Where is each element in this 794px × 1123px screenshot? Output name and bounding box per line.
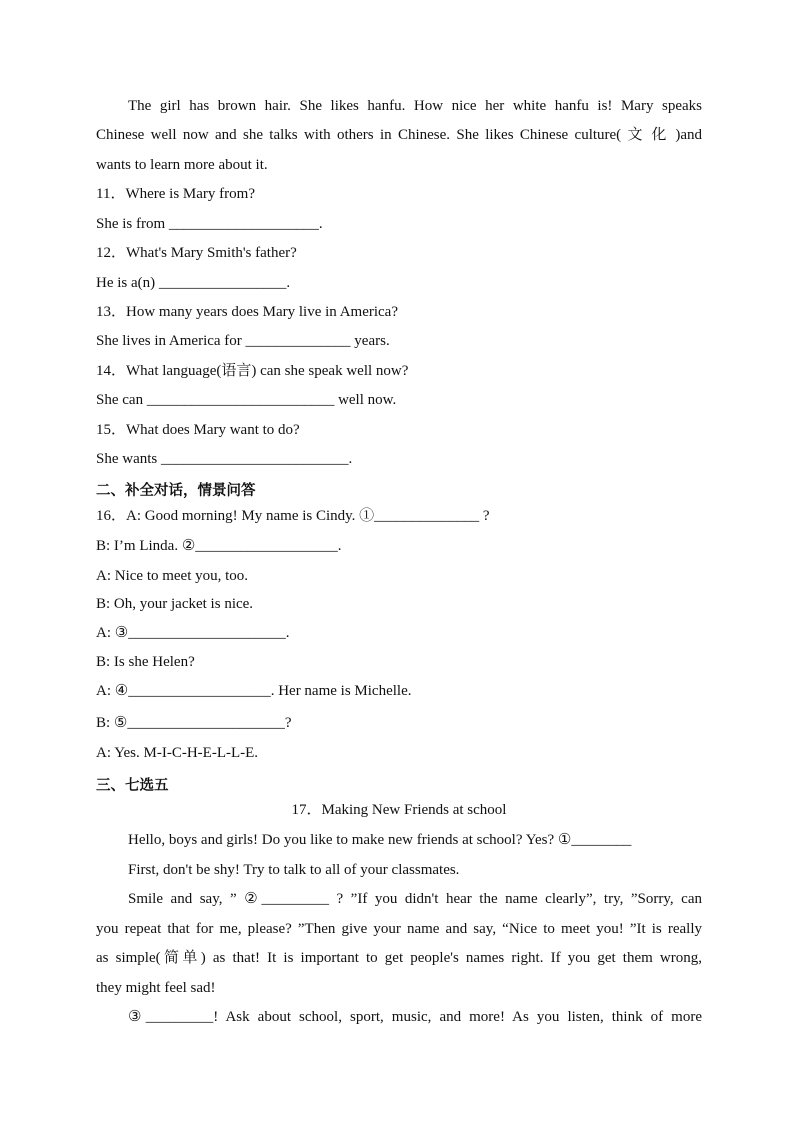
answer-15: She wants _________________________. bbox=[96, 451, 353, 467]
cloze-line-7: ③_________! Ask about school, sport, music, and more! As you listen, think of more bbox=[128, 1009, 702, 1025]
passage-line-2: Chinese well now and she talks with others in Chinese. She likes Chinese culture( 文 化 )and bbox=[96, 127, 702, 143]
question-11: 11．Where is Mary from? bbox=[96, 186, 255, 202]
cloze-line-4: you repeat that for me, please? ”Then give your name and say, “Nice to meet you! ”It is really bbox=[96, 921, 702, 937]
answer-12: He is a(n) _________________. bbox=[96, 275, 291, 291]
passage-line-3: wants to learn more about it. bbox=[96, 157, 268, 173]
cloze-line-2: First, don't be shy! Try to talk to all of your classmates. bbox=[128, 862, 460, 878]
dialogue-line-2: B: I’m Linda. ②___________________. bbox=[96, 538, 342, 554]
passage-title: 17．Making New Friends at school bbox=[291, 802, 507, 818]
cloze-line-3: Smile and say, ” ②_________ ? ”If you didn't hear the name clearly”, try, ”Sorry, can bbox=[128, 891, 702, 907]
cloze-line-5: as simple(简单) as that! It is important to get people's names right. If you get them wrong, bbox=[96, 950, 702, 966]
cloze-line-1: Hello, boys and girls! Do you like to make new friends at school? Yes? ①________ bbox=[128, 832, 632, 848]
dialogue-line-1: 16．A: Good morning! My name is Cindy. ①______________ ? bbox=[96, 508, 490, 524]
question-15: 15．What does Mary want to do? bbox=[96, 422, 300, 438]
answer-13: She lives in America for ______________ years. bbox=[96, 333, 390, 349]
section-2-heading: 二、补全对话，情景问答 bbox=[96, 483, 256, 499]
question-12: 12．What's Mary Smith's father? bbox=[96, 245, 297, 261]
question-14: 14．What language(语言) can she speak well now? bbox=[96, 363, 409, 379]
question-13: 13．How many years does Mary live in America? bbox=[96, 304, 398, 320]
section-3-heading: 三、七选五 bbox=[96, 778, 169, 794]
passage-line-1: The girl has brown hair. She likes hanfu. How nice her white hanfu is! Mary speaks bbox=[128, 98, 702, 114]
answer-11: She is from ____________________. bbox=[96, 216, 323, 232]
dialogue-line-3: A: Nice to meet you, too. bbox=[96, 568, 249, 584]
dialogue-line-5: A: ③_____________________. bbox=[96, 625, 290, 641]
dialogue-line-8: B: ⑤_____________________? bbox=[96, 715, 292, 731]
answer-14: She can _________________________ well now. bbox=[96, 392, 397, 408]
dialogue-line-6: B: Is she Helen? bbox=[96, 654, 195, 670]
dialogue-line-4: B: Oh, your jacket is nice. bbox=[96, 596, 254, 612]
dialogue-line-9: A: Yes. M-I-C-H-E-L-L-E. bbox=[96, 745, 259, 761]
dialogue-line-7: A: ④___________________. Her name is Michelle. bbox=[96, 683, 412, 699]
cloze-line-6: they might feel sad! bbox=[96, 980, 216, 996]
